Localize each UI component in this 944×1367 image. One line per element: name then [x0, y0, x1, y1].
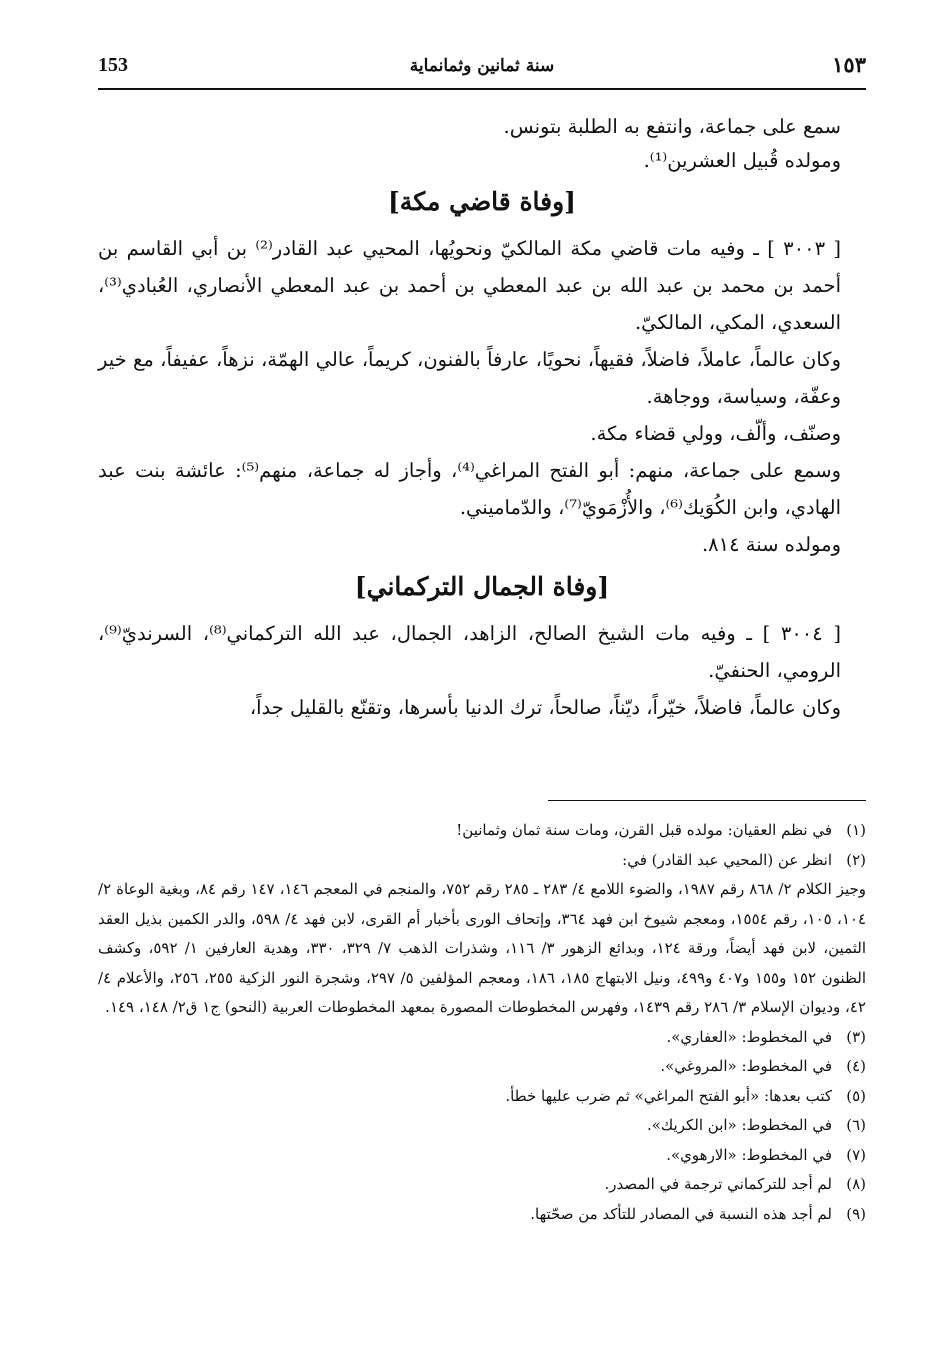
running-title: سنة ثمانين وثمانماية: [409, 56, 555, 76]
footnote-text: في المخطوط: «المروغي».: [660, 1057, 832, 1075]
page-number-latin: 153: [98, 54, 128, 76]
footnote-text: لم أجد للتركماني ترجمة في المصدر.: [604, 1175, 832, 1193]
footnote-text: في نظم العقيان: مولده قبل القرن، ومات سنة ثمان وثمانين!: [456, 821, 832, 839]
paragraph: [ ٣٠٠٣ ] ـ وفيه مات قاضي مكة المالكيّ ونحويُها، المحيي عبد القادر⁽²⁾ بن أبي القاسم بن أحمد بن محمد بن عبد الله بن عبد المعطي بن أحمد بن عبد المعطي الأنصاري، العُبادي⁽³⁾، السعدي، المكي، المالكيّ.: [98, 237, 841, 334]
footnote: [98, 816, 866, 846]
footnote-number: (٤): [846, 1057, 866, 1075]
footnote-number: (٢): [846, 850, 866, 869]
footnote-rule: [548, 800, 866, 801]
footnote-number: (٩): [846, 1204, 866, 1223]
footnote: [98, 1200, 866, 1230]
section-heading: [وفاة الجمال التركماني]: [354, 572, 610, 601]
main-text: [98, 110, 866, 726]
footnote-text: لم أجد هذه النسبة في المصادر للتأكد من صحّتها.: [530, 1204, 832, 1223]
footnote-number: (٧): [846, 1145, 866, 1164]
footnote: [98, 1052, 866, 1082]
page-number-arabic: ١٥٣: [832, 52, 866, 77]
footnote-text: انظر عن (المحيي عبد القادر) في:: [622, 850, 832, 869]
footnote-continuation: وجيز الكلام ٢/ ٨٦٨ رقم ١٩٨٧، والضوء اللامع ٤/ ٢٨٣ ـ ٢٨٥ رقم ٧٥٢، والمنجم في المعجم ١٤٦، ١٤٧ رقم ٨٤، وبغية الوعاة ٢/ ١٠٤، ١٠٥، رقم ١٥٥٤، ومعجم شيوخ ابن فهد ٣٦٤، وإتحاف الورى بأخبار أم القرى، لابن فهد ٤/ ٥٩٨، والدر الكمين بذيل العقد الثمين، لابن فهد أيضاً، ورقة ١٢٤، وبدائع الزهور ٣/ ١١٦، وشذرات الذهب ٧/ ٣٢٩، ٣٣٠، وهدية العارفين ١/ ٥٩٢، وكشف الظنون ١٥٢ و١٥٥ و٤٠٧ و٤٩٩، ونيل الابتهاج ١٨٥، ١٨٦، ومعجم المؤلفين ٥/ ٢٩٧، وشجرة النور الزكية ٢٥٥، ٢٥٦، والأعلام ٤/ ٤٢، وديوان الإسلام ٣/ ٢٨٦ رقم ١٤٣٩، وفهرس المخطوطات المصورة بمعهد المخطوطات العربية (النحو) ج١ ق٢/ ١٤٨، ١٤٩.: [98, 880, 867, 1016]
footnote-text: في المخطوط: «ابن الكريك».: [646, 1116, 832, 1134]
paragraph: ومولده قُبيل العشرين⁽¹⁾.: [643, 149, 841, 172]
header-rule: [98, 88, 866, 90]
footnote: [98, 1023, 866, 1053]
footnote: [98, 846, 866, 876]
paragraph: ومولده سنة ٨١٤.: [701, 533, 841, 556]
footnote-text: في المخطوط: «العفاري».: [666, 1027, 832, 1046]
paragraph: وكان عالماً، فاضلاً، خيّراً، ديّناً، صالحاً، ترك الدنيا بأسرها، وتقنّع بالقليل جداً،: [249, 696, 841, 719]
footnote-number: (٦): [846, 1116, 866, 1134]
page-header: [98, 52, 866, 88]
footnote: [98, 1111, 866, 1141]
paragraph: وسمع على جماعة، منهم: أبو الفتح المراغي⁽⁴⁾، وأجاز له جماعة، منهم⁽⁵⁾: عائشة بنت عبد الهادي، وابن الكُوَيك⁽⁶⁾، والأُزْمَويّ⁽⁷⁾، والدّماميني.: [98, 459, 841, 519]
footnote-number: (١): [846, 821, 866, 839]
footnote-text: في المخطوط: «الارهوي».: [666, 1145, 832, 1164]
paragraph: وكان عالماً، عاملاً، فاضلاً، فقيهاً، نحويًا، عارفاً بالفنون، كريماً، عالي الهمّة، نزهاً، عفيفاً، مع خير وعفّة، وسياسة، ووجاهة.: [98, 348, 841, 408]
footnotes: [98, 816, 866, 1229]
paragraph: وصنّف، وألّف، وولي قضاء مكة.: [590, 422, 841, 445]
footnote: [98, 1082, 866, 1112]
footnote-number: (٣): [846, 1027, 866, 1046]
footnote: [98, 1170, 866, 1200]
section-heading: [وفاة قاضي مكة]: [387, 187, 577, 216]
footnote: [98, 1141, 866, 1171]
paragraph: سمع على جماعة، وانتفع به الطلبة بتونس.: [503, 115, 841, 138]
footnote-number: (٥): [846, 1086, 866, 1105]
footnote-number: (٨): [846, 1175, 866, 1193]
footnote-text: كتب بعدها: «أبو الفتح المراغي» ثم ضرب عليها خطأ.: [505, 1086, 832, 1105]
paragraph: [ ٣٠٠٤ ] ـ وفيه مات الشيخ الصالح، الزاهد، الجمال، عبد الله التركماني⁽⁸⁾، السرنديّ⁽⁹⁾، الرومي، الحنفيّ.: [98, 622, 841, 682]
